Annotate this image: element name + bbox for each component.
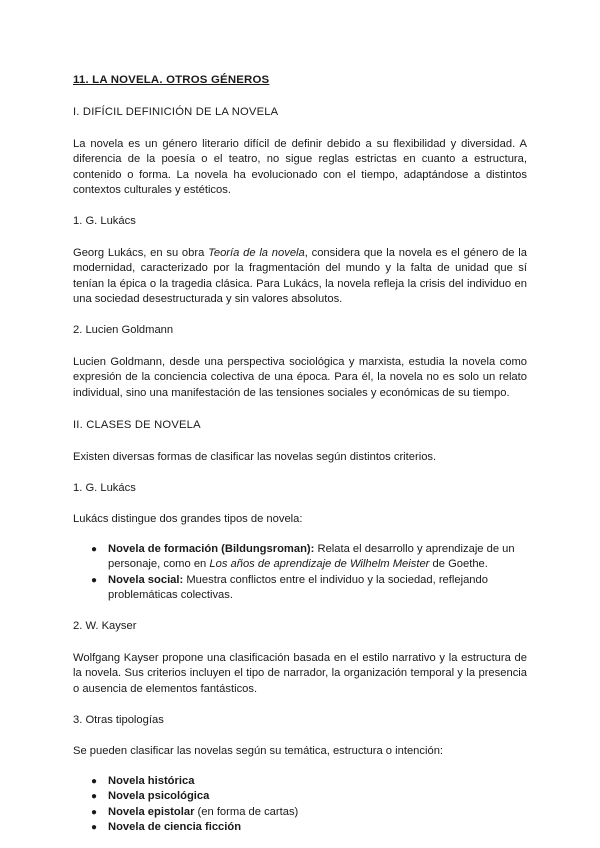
paragraph-goldmann: Lucien Goldmann, desde una perspectiva sociológica y marxista, estudia la novela como expresión de la conciencia colectiva de una época. Para él, la novela no es solo un relato individual, sino una manifestación de las tensiones sociales y económicas de su tiempo.: [73, 355, 527, 399]
bullet-icon: ●: [91, 822, 98, 833]
paragraph-clases-intro: Existen diversas formas de clasificar las novelas según distintos criterios.: [73, 450, 437, 463]
text: , considera que la novela es el género de la modernidad, caracterizado por la fragmentación del mundo y la falta de unidad que sí tenían la épica o la tragedia clásica. Para Lukács, la novela refleja la crisis del individuo en una sociedad desestructurada y sin valores absolutos.: [73, 246, 527, 306]
list-item: [91, 774, 527, 789]
document-title: 11. LA NOVELA. OTROS GÉNEROS: [73, 74, 270, 86]
list-item: [91, 573, 527, 604]
bullet-icon: ●: [91, 791, 98, 803]
list-item: [91, 789, 527, 804]
bullet-icon: ●: [91, 806, 98, 818]
subheading-goldmann: 2. Lucien Goldmann: [73, 324, 174, 337]
work-title: Los años de aprendizaje de Wilhelm Meister: [209, 558, 430, 571]
text: Relata el desarrollo y aprendizaje de un personaje, como en: [108, 542, 515, 571]
term: Novela psicológica: [108, 790, 210, 803]
subheading-otras: 3. Otras tipologías: [73, 713, 164, 726]
text: de Goethe.: [429, 558, 488, 571]
list-item: [91, 820, 527, 835]
list-lukacs-tipos: [73, 542, 527, 604]
paragraph-lukacs: [73, 246, 527, 308]
term: Novela de ciencia ficción: [108, 821, 242, 833]
subheading-lukacs: 1. G. Lukács: [73, 215, 136, 228]
text: (en forma de cartas): [194, 805, 299, 818]
section-heading-clases: II. CLASES DE NOVELA: [73, 419, 201, 432]
term: Novela epistolar: [108, 805, 195, 818]
text: Georg Lukács, en su obra: [73, 246, 209, 259]
section-heading-definicion: I. DIFÍCIL DEFINICIÓN DE LA NOVELA: [73, 106, 279, 119]
term: Novela social:: [108, 573, 184, 586]
text: Muestra conflictos entre el individuo y la sociedad, reflejando problemáticas colectivas.: [108, 573, 488, 601]
term: Novela de formación (Bildungsroman):: [108, 542, 315, 555]
bullet-icon: ●: [91, 775, 98, 787]
list-item: [91, 542, 527, 573]
subheading-lukacs-2: 1. G. Lukács: [73, 481, 136, 494]
paragraph-lukacs-tipos: Lukács distingue dos grandes tipos de novela:: [73, 513, 303, 526]
paragraph-otras: Se pueden clasificar las novelas según su temática, estructura o intención:: [73, 745, 444, 758]
term: Novela histórica: [108, 774, 195, 787]
list-tipologias: [73, 774, 527, 836]
paragraph-kayser: Wolfgang Kayser propone una clasificación basada en el estilo narrativo y la estructura de la novela. Sus criterios incluyen el tipo de narrador, la organización temporal y la presencia o ausencia de elementos fantásticos.: [73, 651, 527, 695]
work-title: Teoría de la novela: [208, 246, 305, 259]
subheading-kayser: 2. W. Kayser: [73, 620, 137, 633]
paragraph-intro: La novela es un género literario difícil de definir debido a su flexibilidad y diversidad. A diferencia de la poesía o el teatro, no sigue reglas estrictas en cuanto a estructura, contenido o forma. La novela ha evolucionado con el tiempo, adaptándose a distintos contextos culturales y estéticos.: [73, 137, 527, 197]
bullet-icon: ●: [91, 574, 98, 586]
bullet-icon: ●: [91, 543, 98, 555]
list-item: [91, 805, 527, 820]
